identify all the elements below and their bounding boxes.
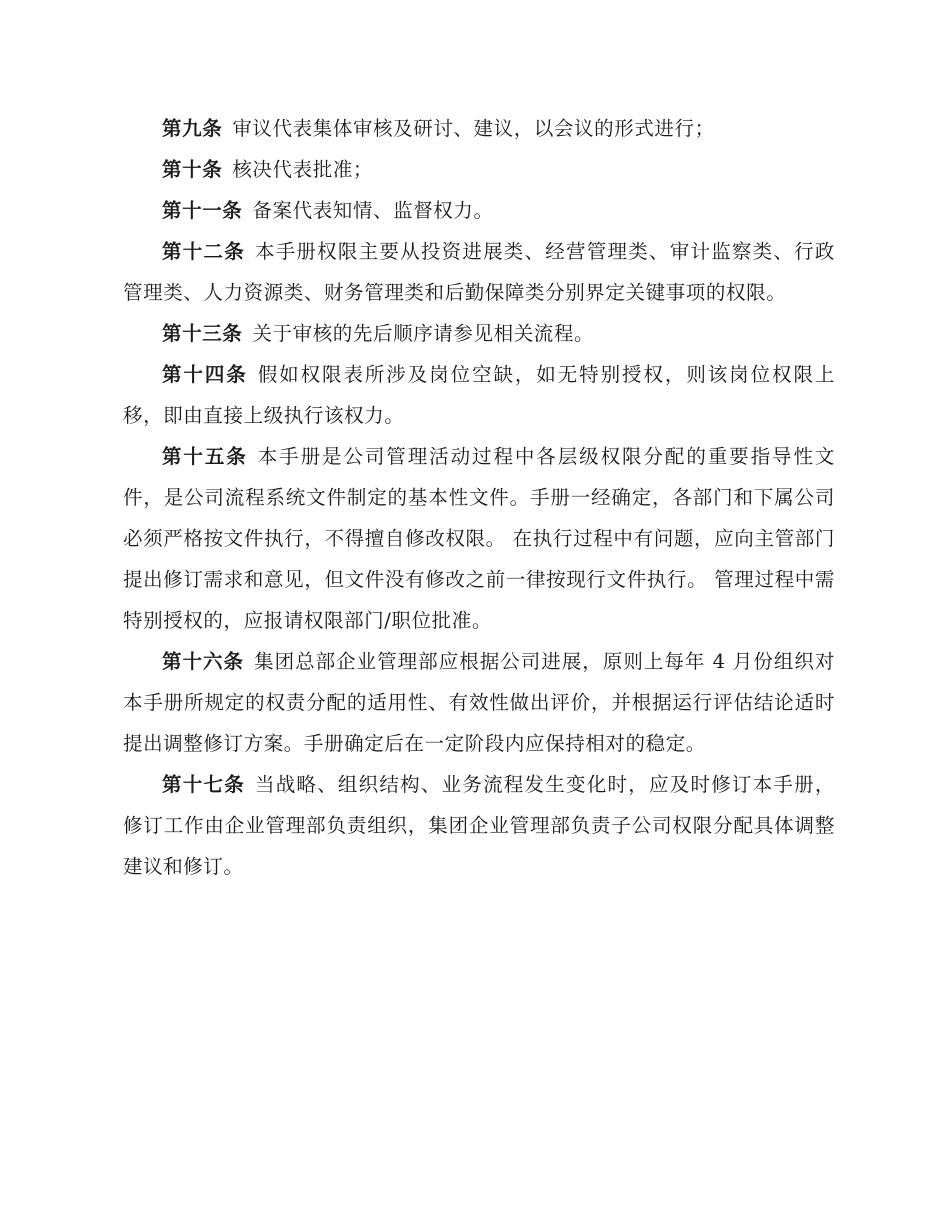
article-number: 第十条	[162, 158, 223, 181]
article-text: 集团总部企业管理部应根据公司进展，原则上每年 4 月份组织对本手册所规定的权责分配的适用性、有效性做出评价，并根据运行评估结论适时提出调整修订方案。手册确定后在一定阶段内应保持相对的稳定。	[123, 650, 835, 755]
article-text: 假如权限表所涉及岗位空缺，如无特别授权，则该岗位权限上移，即由直接上级执行该权力。	[123, 363, 835, 427]
article-text: 备案代表知情、监督权力。	[252, 199, 494, 222]
article-text: 本手册权限主要从投资进展类、经营管理类、审计监察类、行政管理类、人力资源类、财务管理类和后勤保障类分别界定关键事项的权限。	[123, 240, 835, 304]
article-text: 审议代表集体审核及研讨、建议，以会议的形式进行；	[232, 117, 715, 140]
document-body	[123, 108, 835, 887]
article-11	[123, 190, 835, 231]
article-9	[123, 108, 835, 149]
article-text: 关于审核的先后顺序请参见相关流程。	[252, 322, 595, 345]
article-16	[123, 641, 835, 764]
article-number: 第十一条	[162, 199, 243, 222]
article-number: 第十四条	[162, 363, 248, 386]
article-14	[123, 354, 835, 436]
article-number: 第十三条	[162, 322, 243, 345]
article-number: 第十二条	[162, 240, 245, 263]
article-number: 第十五条	[162, 445, 248, 468]
article-text: 当战略、组织结构、业务流程发生变化时，应及时修订本手册，修订工作由企业管理部负责组织，集团企业管理部负责子公司权限分配具体调整建议和修订。	[123, 773, 835, 878]
article-13	[123, 313, 835, 354]
article-number: 第十七条	[162, 773, 245, 796]
article-15	[123, 436, 835, 641]
article-17	[123, 764, 835, 887]
article-10	[123, 149, 835, 190]
article-text: 本手册是公司管理活动过程中各层级权限分配的重要指导性文件，是公司流程系统文件制定的基本性文件。手册一经确定，各部门和下属公司必须严格按文件执行，不得擅自修改权限。 在执行过程中有问题，应向主管部门提出修订需求和意见，但文件没有修改之前一律按现行文件执行。 管理过程中需特别授权的，应报请权限部门/职位批准。	[123, 445, 835, 632]
article-number: 第十六条	[162, 650, 245, 673]
article-12	[123, 231, 835, 313]
article-number: 第九条	[162, 117, 223, 140]
article-text: 核决代表批准；	[232, 158, 374, 181]
